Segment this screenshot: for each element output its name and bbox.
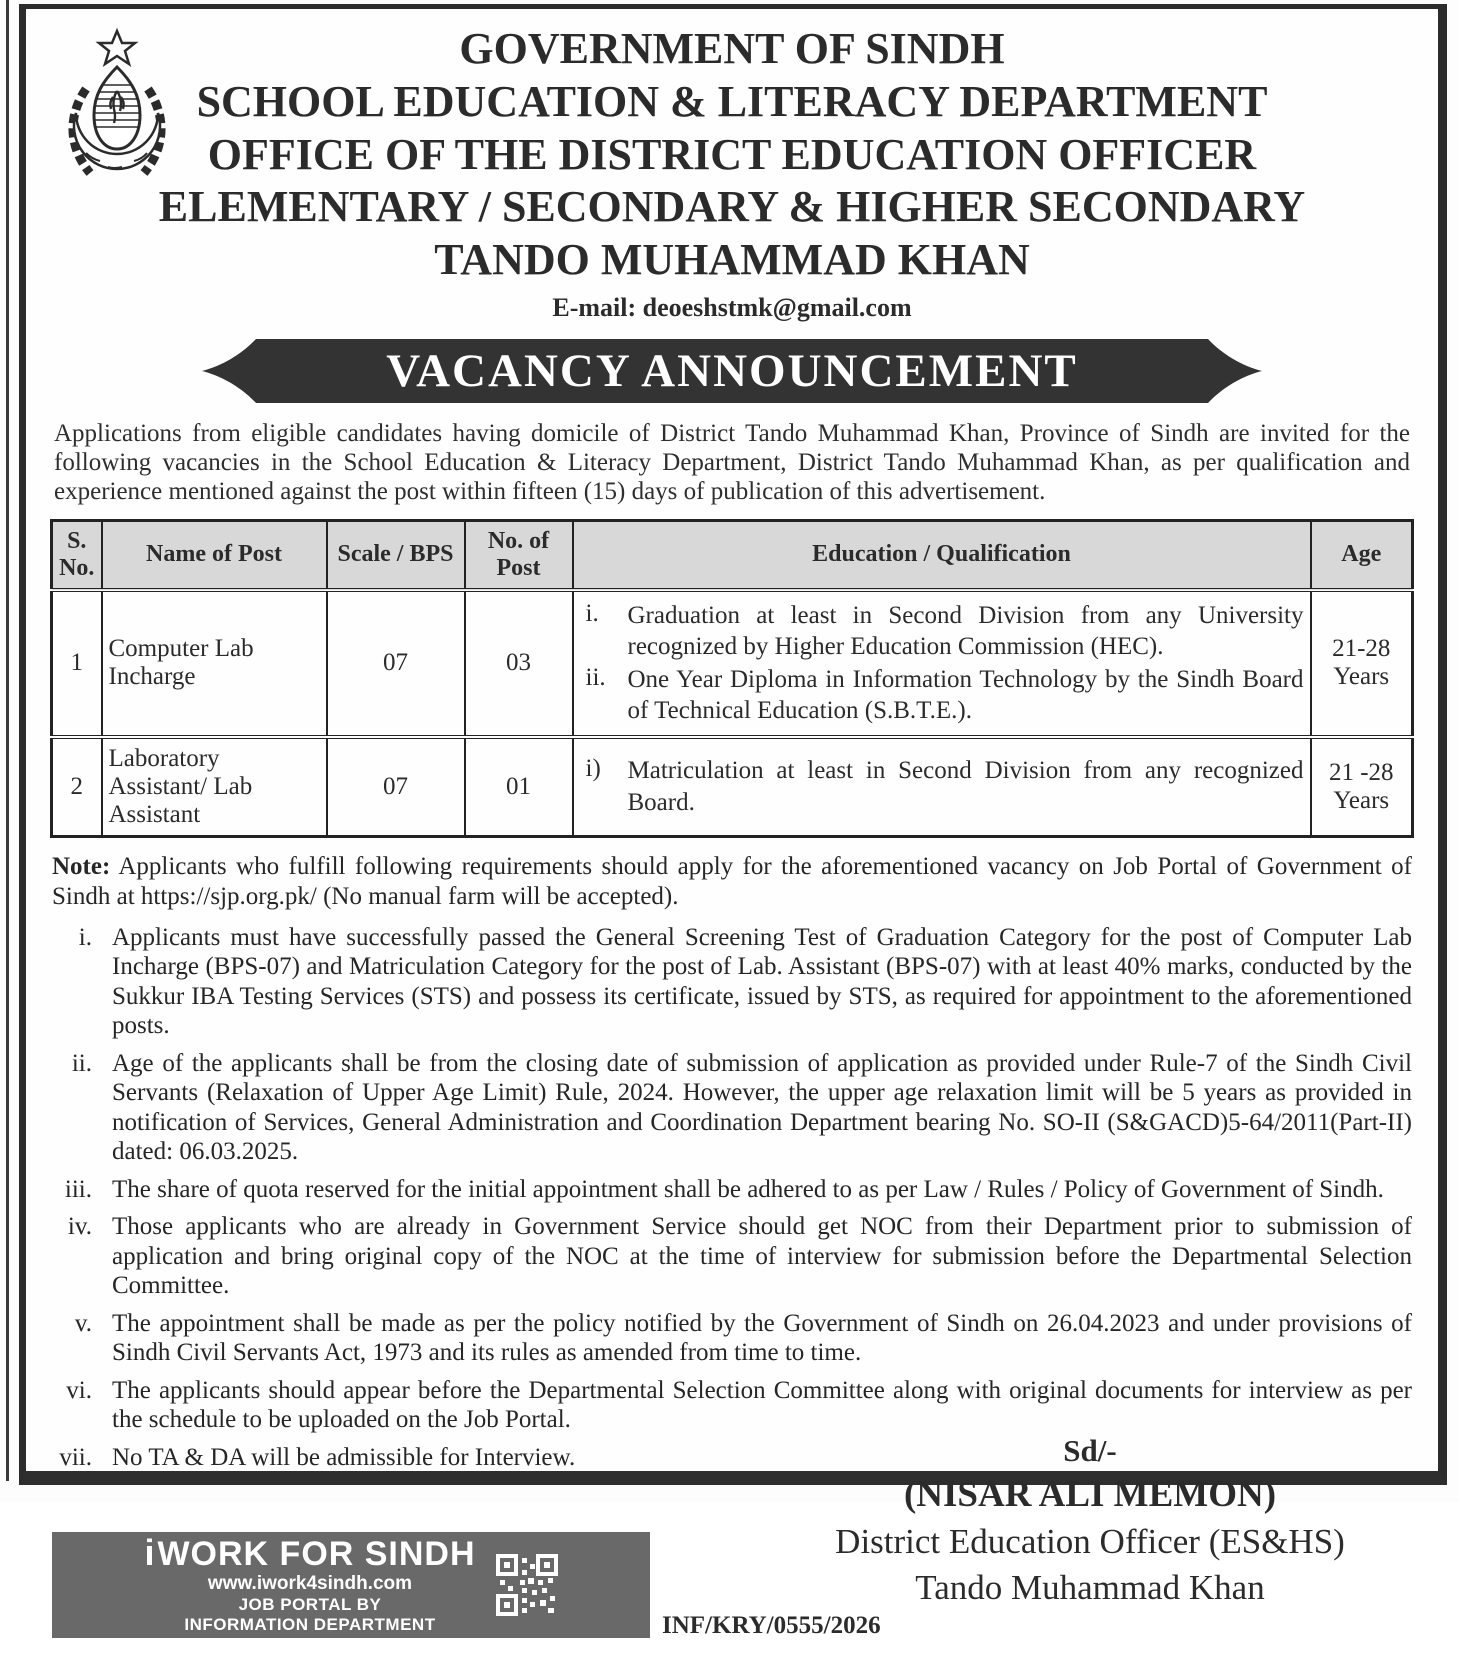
banner-right-cap-icon — [1208, 339, 1264, 403]
cell-scale: 07 — [327, 737, 465, 837]
iwork-line1: JOB PORTAL BY — [238, 1594, 382, 1614]
header — [50, 23, 1414, 323]
condition-item-iii — [50, 1175, 1414, 1205]
iwork-for-sindh-box — [52, 1532, 650, 1638]
qualification-text: One Year Diploma in Information Technology by the Sindh Board of Technical Education (S.B.T.E.). — [627, 666, 1304, 725]
org-title-line-1: GOVERNMENT OF SINDH — [459, 24, 1005, 73]
col-header-post: Name of Post — [102, 520, 327, 590]
condition-text: Those applicants who are already in Government Service should get NOC from their Department prior to submission of application and bring original copy of the NOC at the time of interview for submission before the Departmental Selection Committee. — [112, 1213, 1412, 1300]
signature-sd: Sd/- — [1063, 1433, 1117, 1469]
cell-post: Computer Lab Incharge — [102, 590, 327, 737]
condition-text: Applicants must have successfully passed the General Screening Test of Graduation Category for the post of Computer Lab Incharge (BPS-07) and Matriculation Category for the post of Lab. Assistant (BPS-07) with at least 40% marks, conducted by the Sukkur IBA Testing Services (STS) and possess its certificate, issued by STS, as required for appointment to the aforementioned posts. — [112, 923, 1412, 1040]
qualification-text: Matriculation at least in Second Division from any recognized Board. — [627, 757, 1304, 816]
outer-left-rule — [6, 0, 9, 1481]
cell-scale: 07 — [327, 590, 465, 737]
cell-qualification — [573, 590, 1311, 737]
banner-title: VACANCY ANNOUNCEMENT — [256, 339, 1208, 403]
condition-item-v — [50, 1309, 1414, 1368]
condition-text: The applicants should appear before the Departmental Selection Committee along with original documents for interview as per the schedule to be uploaded on the Job Portal. — [112, 1376, 1412, 1434]
condition-marker: v. — [74, 1309, 92, 1337]
iwork-i-glyph: i — [144, 1531, 156, 1573]
org-title-line-2: SCHOOL EDUCATION & LITERACY DEPARTMENT — [196, 76, 1268, 126]
iwork-line2: INFORMATION DEPARTMENT — [184, 1615, 436, 1635]
signature-block — [770, 1432, 1410, 1610]
signature-name: (NISAR ALI MEMON) — [903, 1473, 1277, 1515]
condition-item-i — [50, 923, 1414, 1041]
cell-age: 21 -28 Years — [1311, 737, 1413, 837]
condition-marker: iii. — [64, 1175, 92, 1203]
condition-text: Age of the applicants shall be from the closing date of submission of application as provided under Rule-7 of the Sindh Civil Servants (Relaxation of Upper Age Limit) Rule, 2024. However, the upper age relaxation limit will be 5 years as provided in notification of Services, General Administration and Coordination Department bearing No. SO-II (S&GACD)5-64/2011(Part-II) dated: 06.03.2025. — [112, 1049, 1412, 1166]
vacancy-table-row — [52, 737, 1413, 837]
qualification-item — [580, 755, 1304, 818]
note-paragraph — [52, 852, 1412, 913]
condition-marker: vi. — [66, 1376, 92, 1404]
col-header-qualification: Education / Qualification — [573, 520, 1311, 590]
condition-text: No TA & DA will be admissible for Interview. — [112, 1443, 576, 1471]
ad-frame — [19, 4, 1447, 1640]
condition-marker: i. — [78, 923, 92, 951]
cell-age: 21-28 Years — [1311, 590, 1413, 737]
iwork-logo-title — [144, 1531, 476, 1573]
banner-left-cap-icon — [200, 339, 256, 403]
col-header-noofpost: No. of Post — [465, 520, 573, 590]
col-header-sno: S. No. — [52, 520, 102, 590]
vacancy-banner — [200, 339, 1264, 403]
condition-marker: iv. — [67, 1213, 92, 1241]
iwork-url: www.iwork4sindh.com — [207, 1572, 413, 1594]
sindh-government-emblem — [56, 27, 178, 209]
condition-item-vi — [50, 1376, 1414, 1435]
iwork-title-rest: WORK FOR SINDH — [157, 1534, 476, 1573]
vacancy-table — [50, 519, 1414, 838]
vacancy-table-row — [52, 590, 1413, 737]
note-text: Applicants who fulfill following requirements should apply for the aforementioned vacancy on Job Portal of Government of Sindh at https://sjp.org.pk/ (No manual farm will be accepted). — [52, 852, 1412, 911]
cell-sno: 1 — [52, 590, 102, 737]
ad-reference-number: INF/KRY/0555/2026 — [662, 1612, 881, 1640]
signature-title: District Education Officer (ES&HS) — [835, 1522, 1345, 1562]
cell-post: Laboratory Assistant/ Lab Assistant — [102, 737, 327, 837]
condition-marker: vii. — [59, 1443, 92, 1471]
iwork-logo-text — [144, 1531, 476, 1636]
org-title-line-4: ELEMENTARY / SECONDARY & HIGHER SECONDARY — [158, 182, 1306, 232]
intro-paragraph: Applications from eligible candidates having domicile of District Tando Muhammad Khan, Province of Sindh are invited for the following vacancies in the School Education & Literacy Department, District Tando Muhammad Khan, as per qualification and experience mentioned against the post within fifteen (15) days of publication of this advertisement. — [54, 419, 1410, 506]
cell-sno: 2 — [52, 737, 102, 837]
org-title-block — [50, 23, 1414, 287]
col-header-age: Age — [1311, 520, 1413, 590]
condition-item-ii — [50, 1049, 1414, 1167]
qualification-marker: i) — [585, 755, 601, 783]
qualification-marker: ii. — [585, 664, 606, 692]
condition-marker: ii. — [71, 1049, 92, 1077]
cell-noofpost: 01 — [465, 737, 573, 837]
cell-noofpost: 03 — [465, 590, 573, 737]
qualification-text: Graduation at least in Second Division from any University recognized by Higher Education Commission (HEC). — [627, 601, 1304, 660]
org-title-line-3: OFFICE OF THE DISTRICT EDUCATION OFFICER — [207, 129, 1257, 179]
vacancy-table-header — [52, 520, 1413, 590]
conditions-list — [50, 923, 1414, 1473]
col-header-scale: Scale / BPS — [327, 520, 465, 590]
condition-text: The share of quota reserved for the initial appointment shall be adhered to as per Law / Rules / Policy of Government of Sindh. — [112, 1175, 1384, 1203]
cell-qualification — [573, 737, 1311, 837]
note-label: Note: — [52, 852, 111, 880]
email-line: E-mail: deoeshstmk@gmail.com — [552, 292, 912, 322]
condition-text: The appointment shall be made as per the policy notified by the Government of Sindh on 26.04.2023 and under provisions of Sindh Civil Servants Act, 1973 and its rules as amended from time to time. — [112, 1309, 1412, 1367]
signature-location: Tando Muhammad Khan — [915, 1567, 1265, 1607]
qr-code-icon — [496, 1554, 558, 1616]
qualification-item — [580, 600, 1304, 663]
org-title-line-5: TANDO MUHAMMAD KHAN — [434, 235, 1030, 285]
qualification-item — [580, 664, 1304, 727]
condition-item-iv — [50, 1212, 1414, 1301]
qualification-marker: i. — [585, 599, 599, 627]
